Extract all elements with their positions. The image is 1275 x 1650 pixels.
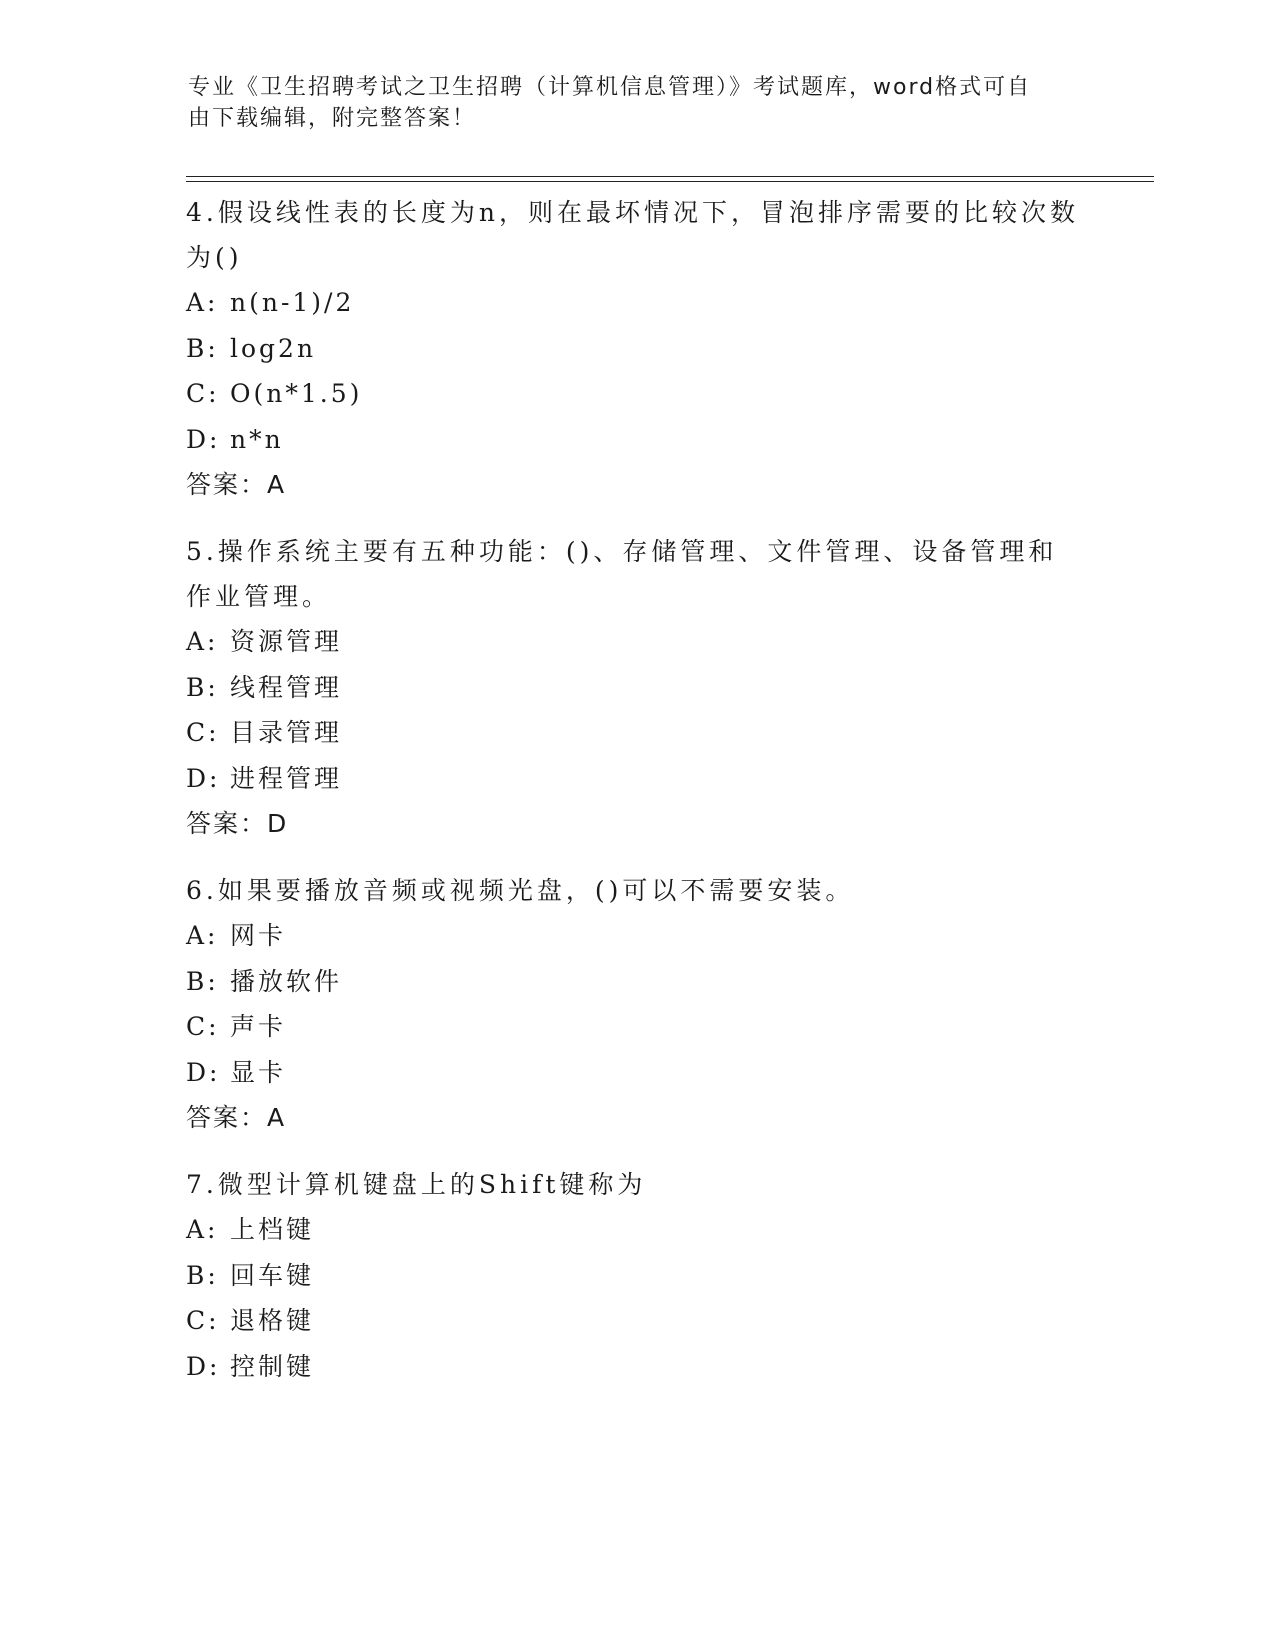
answer-line: 答案：A (186, 470, 287, 499)
question-4 (186, 190, 1106, 507)
header-divider-bottom (186, 181, 1154, 182)
option-text: log2n (230, 333, 317, 363)
option-letter: C: (186, 379, 220, 408)
option-text: 播放软件 (230, 966, 343, 996)
option-c (186, 710, 1106, 756)
option-letter: D: (186, 763, 221, 793)
header-line-2: 由下载编辑，附完整答案！ (188, 106, 477, 131)
question-stem-line-2: 为() (186, 243, 243, 272)
header-divider-top (186, 176, 1154, 177)
option-text: 上档键 (230, 1215, 315, 1244)
option-letter: A: (186, 921, 219, 950)
option-c (186, 1004, 1106, 1050)
header-line-1: 专业《卫生招聘考试之卫生招聘（计算机信息管理）》考试题库，word格式可自 (188, 75, 1032, 100)
option-letter: B: (186, 966, 219, 996)
option-letter: D: (186, 1057, 221, 1087)
question-stem-line-1: 4.假设线性表的长度为n，则在最坏情况下，冒泡排序需要的比较次数 (186, 198, 1079, 227)
question-stem (186, 529, 1086, 619)
option-c (186, 1298, 1106, 1344)
option-letter: C: (186, 1012, 220, 1041)
option-letter: C: (186, 718, 220, 747)
document-header (188, 72, 1088, 134)
option-text: n*n (230, 424, 284, 454)
option-letter: D: (186, 424, 221, 454)
option-text: 网卡 (230, 921, 287, 950)
option-text: 显卡 (230, 1057, 287, 1087)
option-b (186, 959, 1106, 1005)
option-text: 回车键 (230, 1260, 315, 1290)
option-d (186, 417, 1106, 463)
option-letter: A: (186, 627, 219, 656)
question-stem (186, 190, 1086, 280)
option-letter: B: (186, 672, 219, 702)
option-letter: C: (186, 1306, 220, 1335)
question-stem-line-1: 7.微型计算机键盘上的Shift键称为 (186, 1170, 647, 1199)
option-letter: B: (186, 333, 219, 363)
answer-line: 答案：A (186, 1103, 287, 1132)
option-text: O(n*1.5) (230, 379, 363, 408)
answer-line: 答案：D (186, 809, 289, 838)
question-7 (186, 1162, 1106, 1389)
option-b (186, 326, 1106, 372)
option-b (186, 1253, 1106, 1299)
option-text: 线程管理 (230, 672, 343, 702)
option-d (186, 1344, 1106, 1390)
option-text: 进程管理 (230, 763, 343, 793)
option-letter: A: (186, 1215, 219, 1244)
option-a (186, 619, 1106, 665)
option-d (186, 756, 1106, 802)
option-text: 目录管理 (230, 718, 343, 747)
question-stem-line-1: 5.操作系统主要有五种功能：()、存储管理、文件管理、设备管理和 (186, 537, 1058, 566)
option-text: 声卡 (230, 1012, 287, 1041)
option-letter: D: (186, 1351, 221, 1381)
option-letter: B: (186, 1260, 219, 1290)
question-stem (186, 868, 1086, 913)
option-d (186, 1050, 1106, 1096)
option-text: 控制键 (230, 1351, 315, 1381)
question-stem-line-2: 作业管理。 (186, 582, 332, 611)
option-a (186, 1207, 1106, 1253)
question-5 (186, 529, 1106, 846)
question-stem (186, 1162, 1086, 1207)
option-text: n(n-1)/2 (230, 288, 355, 317)
question-list (186, 190, 1106, 1411)
option-letter: A: (186, 288, 219, 317)
question-6 (186, 868, 1106, 1140)
question-stem-line-1: 6.如果要播放音频或视频光盘，()可以不需要安装。 (186, 876, 855, 905)
option-b (186, 665, 1106, 711)
option-a (186, 913, 1106, 959)
option-c (186, 371, 1106, 417)
option-a (186, 280, 1106, 326)
option-text: 资源管理 (230, 627, 343, 656)
option-text: 退格键 (230, 1306, 315, 1335)
